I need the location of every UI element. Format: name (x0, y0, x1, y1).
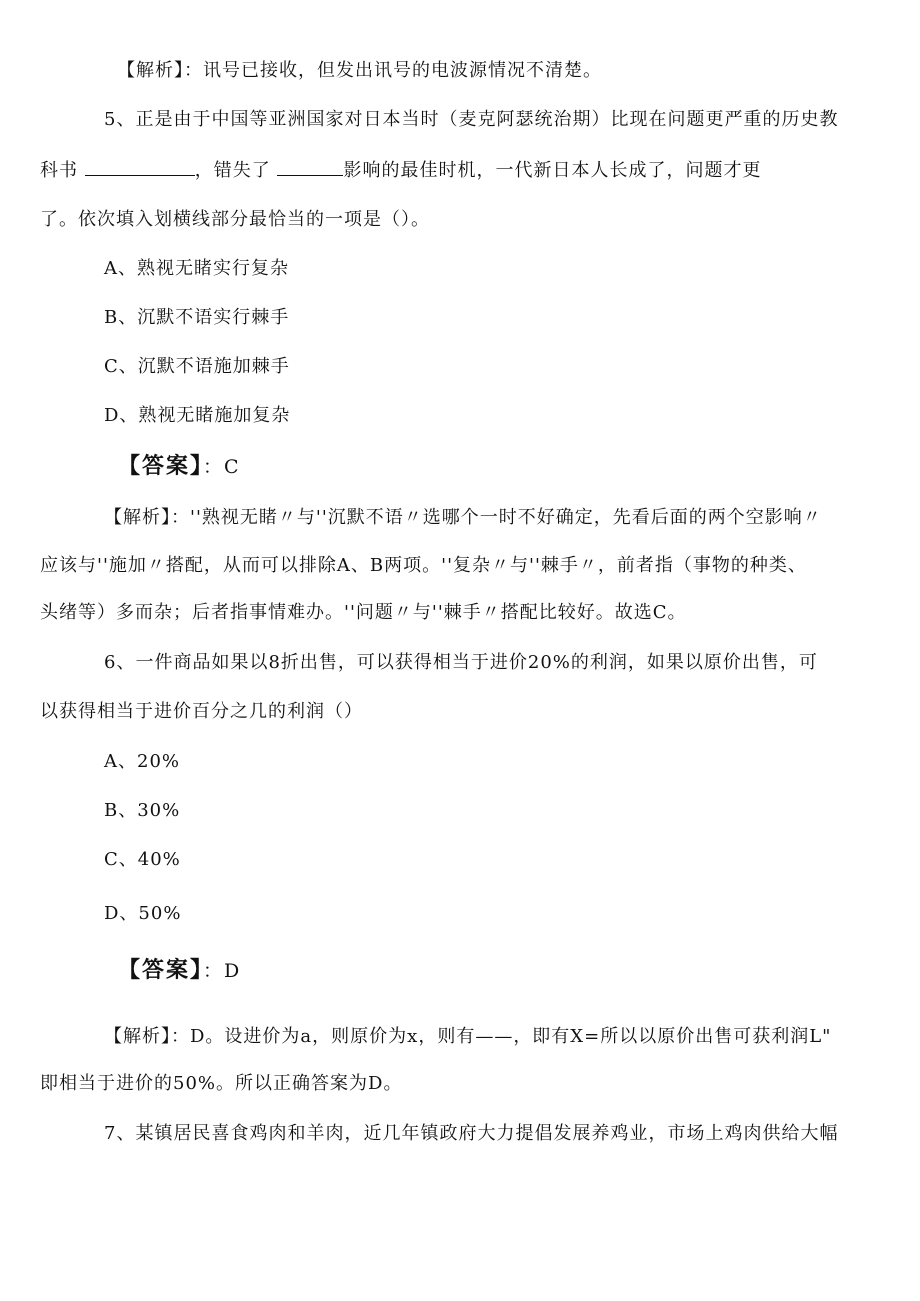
q5-blank-1 (85, 157, 195, 176)
question-5-line-2 (40, 157, 761, 184)
q5-answer (118, 454, 241, 480)
q6-option-b: B、30% (104, 800, 181, 821)
answer-value: ：D (203, 960, 242, 982)
answer-label: 【答案】 (118, 454, 204, 479)
question-5-line-1: 5、正是由于中国等亚洲国家对日本当时（麦克阿瑟统治期）比现在问题更严重的历史教 (104, 109, 839, 130)
q5-text-c: 影响的最佳时机，一代新日本人长成了，问题才更 (343, 160, 762, 181)
question-6-line-2: 以获得相当于进价百分之几的利润（） (40, 701, 363, 722)
q6-analysis-line-2: 即相当于进价的50%。所以正确答案为D。 (40, 1073, 403, 1094)
q5-option-d: D、熟视无睹施加复杂 (104, 405, 291, 426)
q5-analysis-line-1: 【解析】：''熟视无睹〃与''沉默不语〃选哪个一时不好确定，先看后面的两个空影响〃 (104, 507, 822, 528)
q6-analysis-line-1: 【解析】：D。设进价为a，则原价为x，则有——，即有X=所以以原价出售可获利润L" (104, 1026, 832, 1047)
question-5-line-3: 了。依次填入划横线部分最恰当的一项是（）。 (40, 209, 430, 230)
analysis-4: 【解析】：讯号已接收，但发出讯号的电波源情况不清楚。 (117, 60, 602, 81)
answer-value: ：C (203, 456, 241, 478)
q5-option-b: B、沉默不语实行棘手 (104, 307, 290, 328)
q6-answer (118, 958, 241, 984)
q6-option-a: A、20% (104, 751, 181, 772)
q5-analysis-line-2: 应该与''施加〃搭配，从而可以排除A、B两项。''复杂〃与''棘手〃，前者指（事物的种类、 (40, 555, 807, 576)
answer-label: 【答案】 (118, 958, 204, 983)
q5-text-b: ，错失了 (194, 160, 271, 181)
q5-blank-2 (277, 157, 343, 176)
question-7-line-1: 7、某镇居民喜食鸡肉和羊肉，近几年镇政府大力提倡发展养鸡业，市场上鸡肉供给大幅 (104, 1123, 839, 1144)
q5-option-c: C、沉默不语施加棘手 (104, 356, 290, 377)
q5-text-a: 科书 (40, 160, 78, 181)
q6-option-d: D、50% (104, 903, 182, 924)
q6-option-c: C、40% (104, 849, 181, 870)
question-6-line-1: 6、一件商品如果以8折出售，可以获得相当于进价20%的利润，如果以原价出售，可 (104, 652, 818, 673)
q5-option-a: A、熟视无睹实行复杂 (104, 258, 289, 279)
q5-analysis-line-3: 头绪等）多而杂；后者指事情难办。''问题〃与''棘手〃搭配比较好。故选C。 (40, 602, 687, 623)
